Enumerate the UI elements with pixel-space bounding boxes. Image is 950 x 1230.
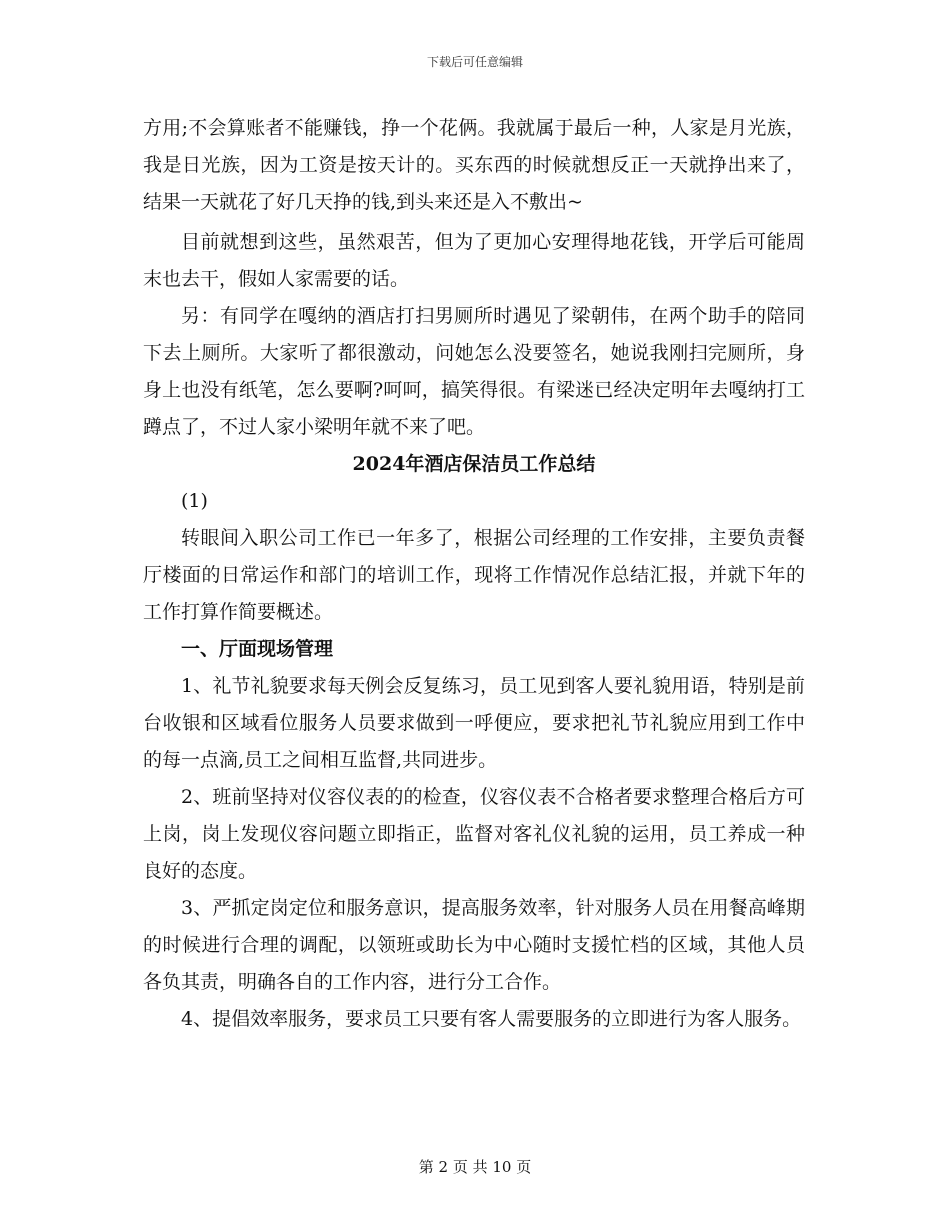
paragraph-anecdote: 另：有同学在嘎纳的酒店打扫男厕所时遇见了梁朝伟，在两个助手的陪同下去上厕所。大家听了都很激动，问她怎么没要签名，她说我刚扫完厕所，身身上也没有纸笔，怎么要啊?呵呵，搞笑得很。有梁迷已经决定明年去嘎纳打工蹲点了，不过人家小梁明年就不来了吧。 [143, 305, 805, 438]
paragraph-continuation: 方用;不会算账者不能赚钱，挣一个花俩。我就属于最后一种，人家是月光族，我是日光族，因为工资是按天计的。买东西的时候就想反正一天就挣出来了，结果一天就花了好几天挣的钱,到头来还是入不敷出~ [143, 117, 805, 213]
list-item: 4、提倡效率服务，要求员工只要有客人需要服务的立即进行为客人服务。 [181, 1008, 802, 1030]
list-item: 2、班前坚持对仪容仪表的的检查，仪容仪表不合格者要求整理合格后方可上岗，岗上发现仪容问题立即指正，监督对客礼仪礼貌的运用，员工养成一种良好的态度。 [143, 786, 805, 882]
page-header: 下载后可任意编辑 [426, 55, 523, 69]
document-subtitle: (1) [181, 490, 208, 512]
document-title: 2024年酒店保洁员工作总结 [352, 453, 596, 475]
paragraph-summary: 目前就想到这些，虽然艰苦，但为了更加心安理得地花钱，开学后可能周末也去干，假如人家需要的话。 [143, 231, 805, 290]
page-footer: 第 2 页 共 10 页 [418, 1158, 532, 1176]
list-item: 1、礼节礼貌要求每天例会反复练习，员工见到客人要礼貌用语，特别是前台收银和区域看位服务人员要求做到一呼便应，要求把礼节礼貌应用到工作中的每一点滴,员工之间相互监督,共同进步。 [143, 675, 805, 771]
document-body [143, 110, 805, 1038]
paragraph-intro: 转眼间入职公司工作已一年多了，根据公司经理的工作安排，主要负责餐厅楼面的日常运作和部门的培训工作，现将工作情况作总结汇报，并就下年的工作打算作简要概述。 [143, 527, 805, 623]
list-item: 3、严抓定岗定位和服务意识，提高服务效率，针对服务人员在用餐高峰期的时候进行合理的调配，以领班或助长为中心随时支援忙档的区域，其他人员各负其责，明确各自的工作内容，进行分工合作。 [143, 897, 805, 993]
section-heading: 一、厅面现场管理 [181, 638, 334, 660]
